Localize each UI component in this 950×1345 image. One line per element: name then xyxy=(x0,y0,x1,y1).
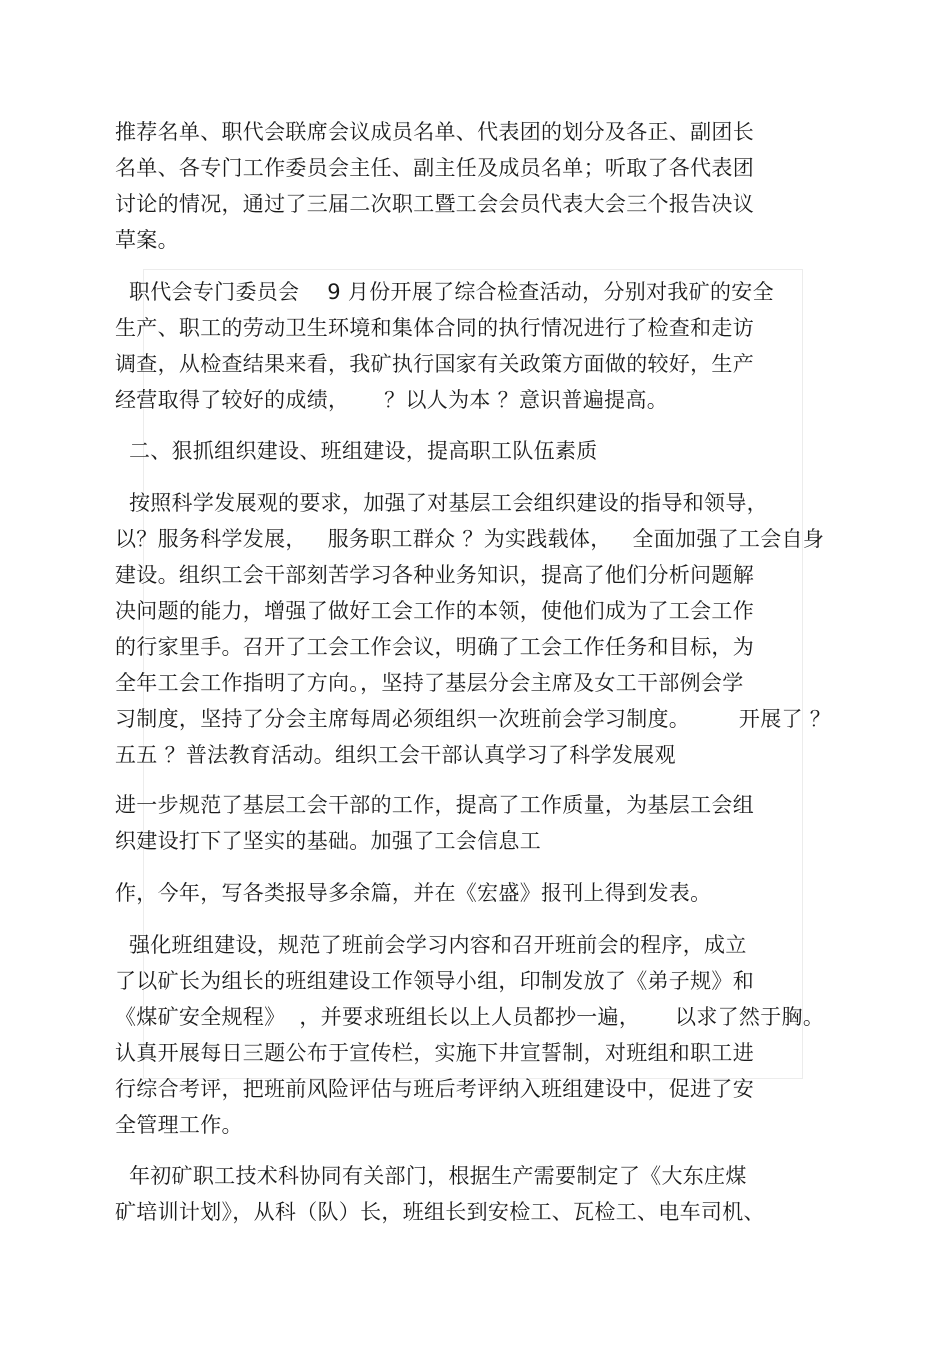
text-line: 了以矿长为组长的班组建设工作领导小组，印制发放了《弟子规》和 xyxy=(115,969,754,993)
text-line: 《煤矿安全规程》 ，并要求班组长以上人员都抄一遍， 以求了然于胸。 xyxy=(115,1005,825,1029)
text-line: 草案。 xyxy=(115,228,179,252)
text-line: 按照科学发展观的要求，加强了对基层工会组织建设的指导和领导， xyxy=(115,491,768,515)
text-line: 矿培训计划》，从科（队）长，班组长到安检工、瓦检工、电车司机、 xyxy=(115,1200,765,1224)
text-line: 调查，从检查结果来看，我矿执行国家有关政策方面做的较好，生产 xyxy=(115,352,754,376)
section-heading: 二、狠抓组织建设、班组建设，提高职工队伍素质 xyxy=(115,439,598,463)
text-line: 生产、职工的劳动卫生环境和集体合同的执行情况进行了检查和走访 xyxy=(115,316,754,340)
text-line: 讨论的情况，通过了三届二次职工暨工会会员代表大会三个报告决议 xyxy=(115,192,754,216)
text-line: 习制度，坚持了分会主席每周必须组织一次班前会学习制度。 开展了 ？ xyxy=(115,707,832,731)
text-line: 以？服务科学发展， 服务职工群众 ？为实践载体， 全面加强了工会自身 xyxy=(115,527,825,551)
text-line: 推荐名单、职代会联席会议成员名单、代表团的划分及各正、副团长 xyxy=(115,120,754,144)
text-line: 强化班组建设，规范了班前会学习内容和召开班前会的程序，成立 xyxy=(115,933,747,957)
text-line: 决问题的能力，增强了做好工会工作的本领，使他们成为了工会工作 xyxy=(115,599,754,623)
text-line: 全管理工作。 xyxy=(115,1113,243,1137)
text-line: 认真开展每日三题公布于宣传栏，实施下井宣誓制，对班组和职工进 xyxy=(115,1041,754,1065)
text-line: 进一步规范了基层工会干部的工作，提高了工作质量，为基层工会组 xyxy=(115,793,754,817)
text-line: 行综合考评，把班前风险评估与班后考评纳入班组建设中，促进了安 xyxy=(115,1077,754,1101)
text-line: 职代会专门委员会 9 月份开展了综合检查活动，分别对我矿的安全 xyxy=(115,280,774,304)
text-line: 织建设打下了坚实的基础。加强了工会信息工 xyxy=(115,829,541,853)
text-line: 名单、各专门工作委员会主任、副主任及成员名单；听取了各代表团 xyxy=(115,156,754,180)
text-line: 的行家里手。召开了工会工作会议，明确了工会工作任务和目标，为 xyxy=(115,635,754,659)
text-line: 建设。组织工会干部刻苦学习各种业务知识，提高了他们分析问题解 xyxy=(115,563,754,587)
text-line: 全年工会工作指明了方向。，坚持了基层分会主席及女工干部例会学 xyxy=(115,671,744,695)
text-line: 年初矿职工技术科协同有关部门，根据生产需要制定了《大东庄煤 xyxy=(115,1164,747,1188)
text-line: 五五 ？普法教育活动。组织工会干部认真学习了科学发展观 xyxy=(115,743,676,767)
text-line: 经营取得了较好的成绩， ？以人为本 ？意识普遍提高。 xyxy=(115,388,669,412)
text-line: 作，今年，写各类报导多余篇，并在《宏盛》报刊上得到发表。 xyxy=(115,881,712,905)
